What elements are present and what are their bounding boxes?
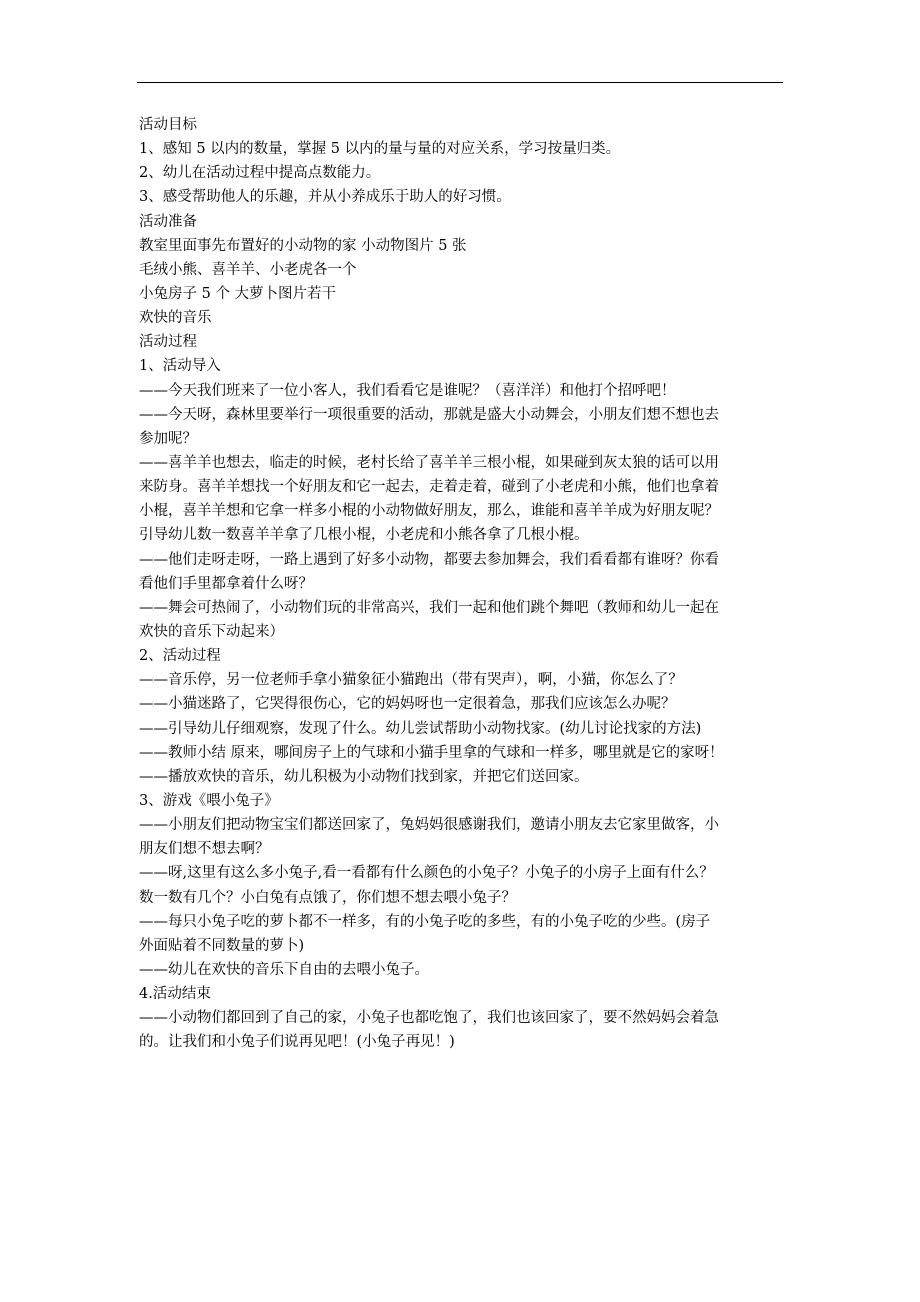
text-line: ——播放欢快的音乐，幼儿积极为小动物们找到家，并把它们送回家。: [139, 768, 589, 785]
text-line: 2、活动过程: [139, 648, 221, 665]
text-line: 活动过程: [139, 334, 197, 351]
text-line: 教室里面事先布置好的小动物的家 小动物图片 5 张: [139, 237, 467, 254]
document-body: [139, 113, 789, 1054]
text-line: ——幼儿在欢快的音乐下自由的去喂小兔子。: [139, 961, 429, 978]
text-line: ——小猫迷路了，它哭得很伤心，它的妈妈呀也一定很着急，那我们应该怎么办呢？: [139, 696, 676, 713]
text-line: ——引导幼儿仔细观察，发现了什么。幼儿尝试帮助小动物找家。(幼儿讨论找家的方法): [139, 720, 702, 737]
text-line: ——喜羊羊也想去，临走的时候，老村长给了喜羊羊三根小棍，如果碰到灰太狼的话可以用: [139, 454, 719, 471]
text-line: ——他们走呀走呀，一路上遇到了好多小动物，都要去参加舞会，我们看看都有谁呀？你看: [139, 551, 719, 568]
text-line: 朋友们想不想去啊？: [139, 841, 270, 858]
text-line: 小棍，喜羊羊想和它拿一样多小棍的小动物做好朋友，那么，谁能和喜羊羊成为好朋友呢？: [139, 503, 719, 520]
text-line: ——音乐停，另一位老师手拿小猫象征小猫跑出（带有哭声），啊，小猫，你怎么了？: [139, 672, 683, 689]
text-line: 活动目标: [139, 117, 197, 133]
text-line: ——呀,这里有这么多小兔子,看一看都有什么颜色的小兔子？小兔子的小房子上面有什么？: [139, 865, 714, 882]
text-line: 的。让我们和小兔子们说再见吧！(小兔子再见！): [139, 1034, 455, 1051]
text-line: ——今天呀，森林里要举行一项很重要的活动，那就是盛大小动舞会，小朋友们想不想也去: [139, 406, 719, 423]
text-line: 小兔房子 5 个 大萝卜图片若干: [139, 285, 337, 302]
text-line: 1、活动导入: [139, 358, 221, 375]
text-line: 外面贴着不同数量的萝卜): [139, 937, 305, 954]
text-line: ——小朋友们把动物宝宝们都送回家了，兔妈妈很感谢我们，邀请小朋友去它家里做客，小: [139, 817, 719, 834]
text-line: 3、游戏《喂小兔子》: [139, 792, 279, 809]
text-line: 2、幼儿在活动过程中提高点数能力。: [139, 165, 381, 182]
text-line: ——教师小结 原来，哪间房子上的气球和小猫手里拿的气球和一样多，哪里就是它的家呀！: [139, 744, 724, 761]
text-line: 来防身。喜羊羊想找一个好朋友和它一起去，走着走着，碰到了小老虎和小熊，他们也拿着: [139, 479, 719, 496]
text-line: 3、感受帮助他人的乐趣，并从小养成乐于助人的好习惯。: [139, 189, 511, 206]
text-line: ——舞会可热闹了，小动物们玩的非常高兴，我们一起和他们跳个舞吧（教师和幼儿一起在: [139, 599, 719, 616]
text-line: 欢快的音乐下动起来）: [139, 623, 284, 640]
text-line: 活动准备: [139, 213, 197, 230]
text-line: 1、感知 5 以内的数量，掌握 5 以内的量与量的对应关系，学习按量归类。: [139, 141, 621, 158]
text-line: 数一数有几个？小白兔有点饿了，你们想不想去喂小兔子？: [139, 889, 516, 906]
text-line: ——小动物们都回到了自己的家，小兔子也都吃饱了，我们也该回家了，要不然妈妈会着急: [139, 1010, 719, 1027]
text-line: ——今天我们班来了一位小客人，我们看看它是谁呢？（喜洋洋）和他打个招呼吧！: [139, 382, 676, 399]
header-rule: [137, 82, 783, 83]
text-line: 毛绒小熊、喜羊羊、小老虎各一个: [139, 261, 357, 278]
text-line: 4.活动结束: [139, 986, 211, 1003]
text-line: 欢快的音乐: [139, 310, 212, 327]
text-line: 引导幼儿数一数喜羊羊拿了几根小棍，小老虎和小熊各拿了几根小棍。: [139, 527, 589, 544]
text-line: 参加呢？: [139, 430, 197, 447]
text-line: 看他们手里都拿着什么呀？: [139, 575, 313, 592]
text-line: ——每只小兔子吃的萝卜都不一样多，有的小兔子吃的多些，有的小兔子吃的少些。(房子: [139, 913, 711, 930]
